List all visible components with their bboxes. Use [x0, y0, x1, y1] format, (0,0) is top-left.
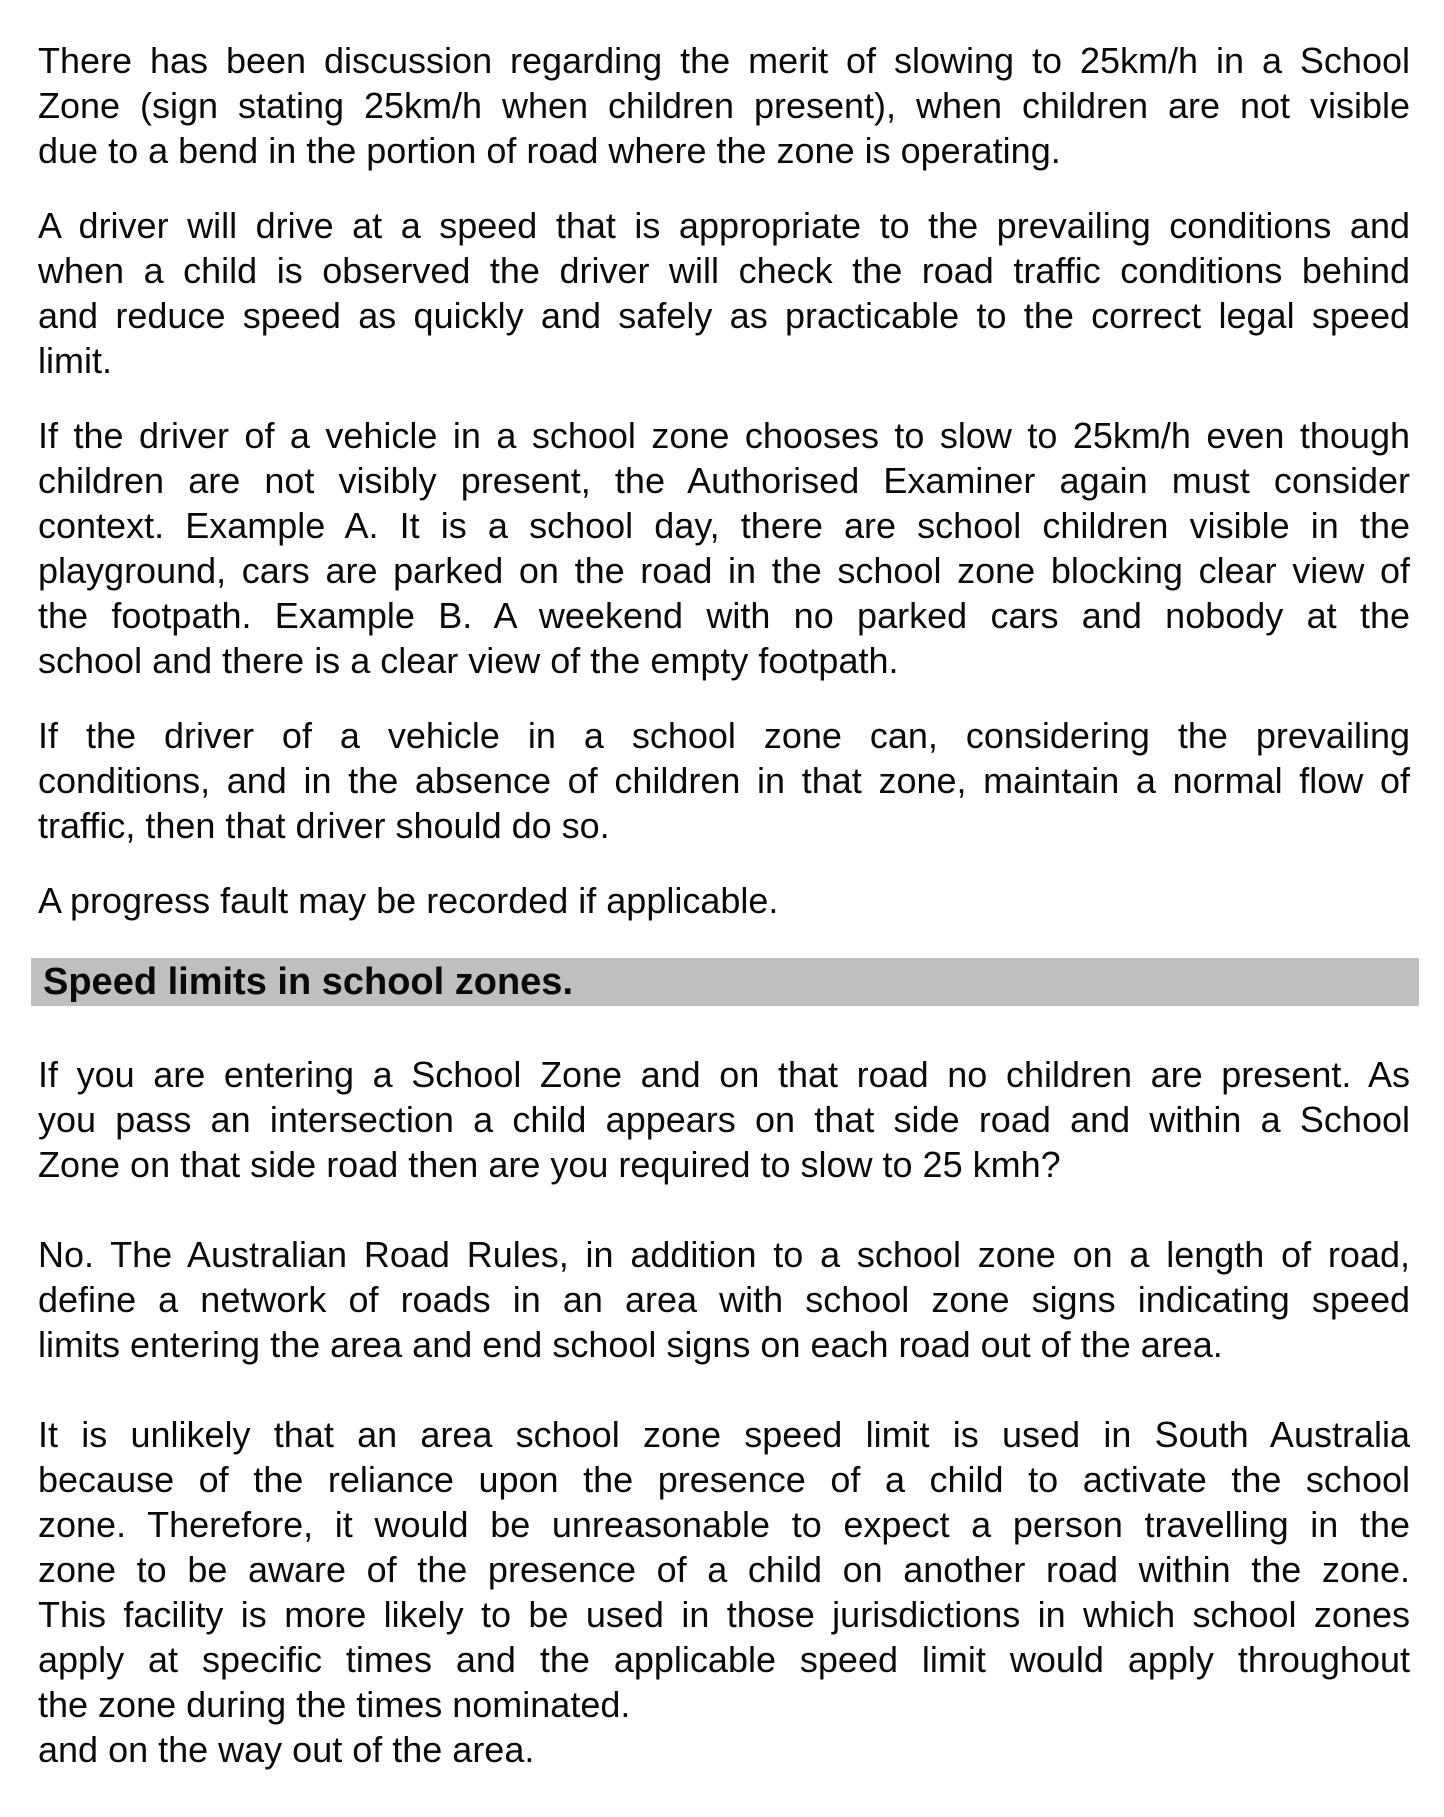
text-line: No. The Australian Road Rules, in addition to a school zone on a length of road, — [38, 1234, 1410, 1275]
text-line: If you are entering a School Zone and on that road no children are present. As — [38, 1054, 1410, 1095]
text-line: It is unlikely that an area school zone speed limit is used in South Australia — [38, 1414, 1410, 1455]
text-line: Zone (sign stating 25km/h when children present), when children are not visible — [38, 85, 1410, 126]
text-line: playground, cars are parked on the road in the school zone blocking clear view of — [38, 550, 1410, 591]
paragraph — [38, 713, 1410, 848]
text-line: limits entering the area and end school signs on each road out of the area. — [38, 1324, 1223, 1365]
text-line: when a child is observed the driver will check the road traffic conditions behind — [38, 250, 1410, 291]
paragraph — [38, 413, 1410, 683]
section-heading: Speed limits in school zones. — [31, 958, 1419, 1006]
text-line: children are not visibly present, the Authorised Examiner again must consider — [38, 460, 1410, 501]
text-line: and reduce speed as quickly and safely as practicable to the correct legal speed — [38, 295, 1410, 336]
text-line: due to a bend in the portion of road where the zone is operating. — [38, 130, 1061, 171]
text-line: school and there is a clear view of the empty footpath. — [38, 640, 899, 681]
text-line: There has been discussion regarding the merit of slowing to 25km/h in a School — [38, 40, 1410, 81]
text-line: traffic, then that driver should do so. — [38, 805, 610, 846]
text-line: conditions, and in the absence of children in that zone, maintain a normal flow of — [38, 760, 1410, 801]
text-line: and on the way out of the area. — [38, 1729, 535, 1770]
text-line: zone. Therefore, it would be unreasonable to expect a person travelling in the — [38, 1504, 1410, 1545]
text-line: define a network of roads in an area with school zone signs indicating speed — [38, 1279, 1410, 1320]
paragraph — [38, 878, 1410, 923]
text-line: you pass an intersection a child appears on that side road and within a School — [38, 1099, 1410, 1140]
text-line: context. Example A. It is a school day, there are school children visible in the — [38, 505, 1410, 546]
text-line: This facility is more likely to be used in those jurisdictions in which school zones — [38, 1594, 1410, 1635]
text-line: Zone on that side road then are you required to slow to 25 kmh? — [38, 1144, 1061, 1185]
document-content — [38, 38, 1410, 1817]
text-line: If the driver of a vehicle in a school zone can, considering the prevailing — [38, 715, 1410, 756]
text-line: limit. — [38, 340, 112, 381]
paragraph — [38, 38, 1410, 173]
text-line: If the driver of a vehicle in a school zone chooses to slow to 25km/h even though — [38, 415, 1410, 456]
paragraph — [38, 1232, 1410, 1367]
paragraph — [38, 1052, 1410, 1187]
text-line: because of the reliance upon the presence of a child to activate the school — [38, 1459, 1410, 1500]
text-line: the footpath. Example B. A weekend with no parked cars and nobody at the — [38, 595, 1410, 636]
paragraph — [38, 1412, 1410, 1772]
text-line: the zone during the times nominated. — [38, 1684, 631, 1725]
text-line: zone to be aware of the presence of a child on another road within the zone. — [38, 1549, 1410, 1590]
text-line: apply at specific times and the applicable speed limit would apply throughout — [38, 1639, 1410, 1680]
text-line: A driver will drive at a speed that is appropriate to the prevailing conditions and — [38, 205, 1410, 246]
text-line: A progress fault may be recorded if applicable. — [38, 880, 779, 921]
paragraph — [38, 203, 1410, 383]
